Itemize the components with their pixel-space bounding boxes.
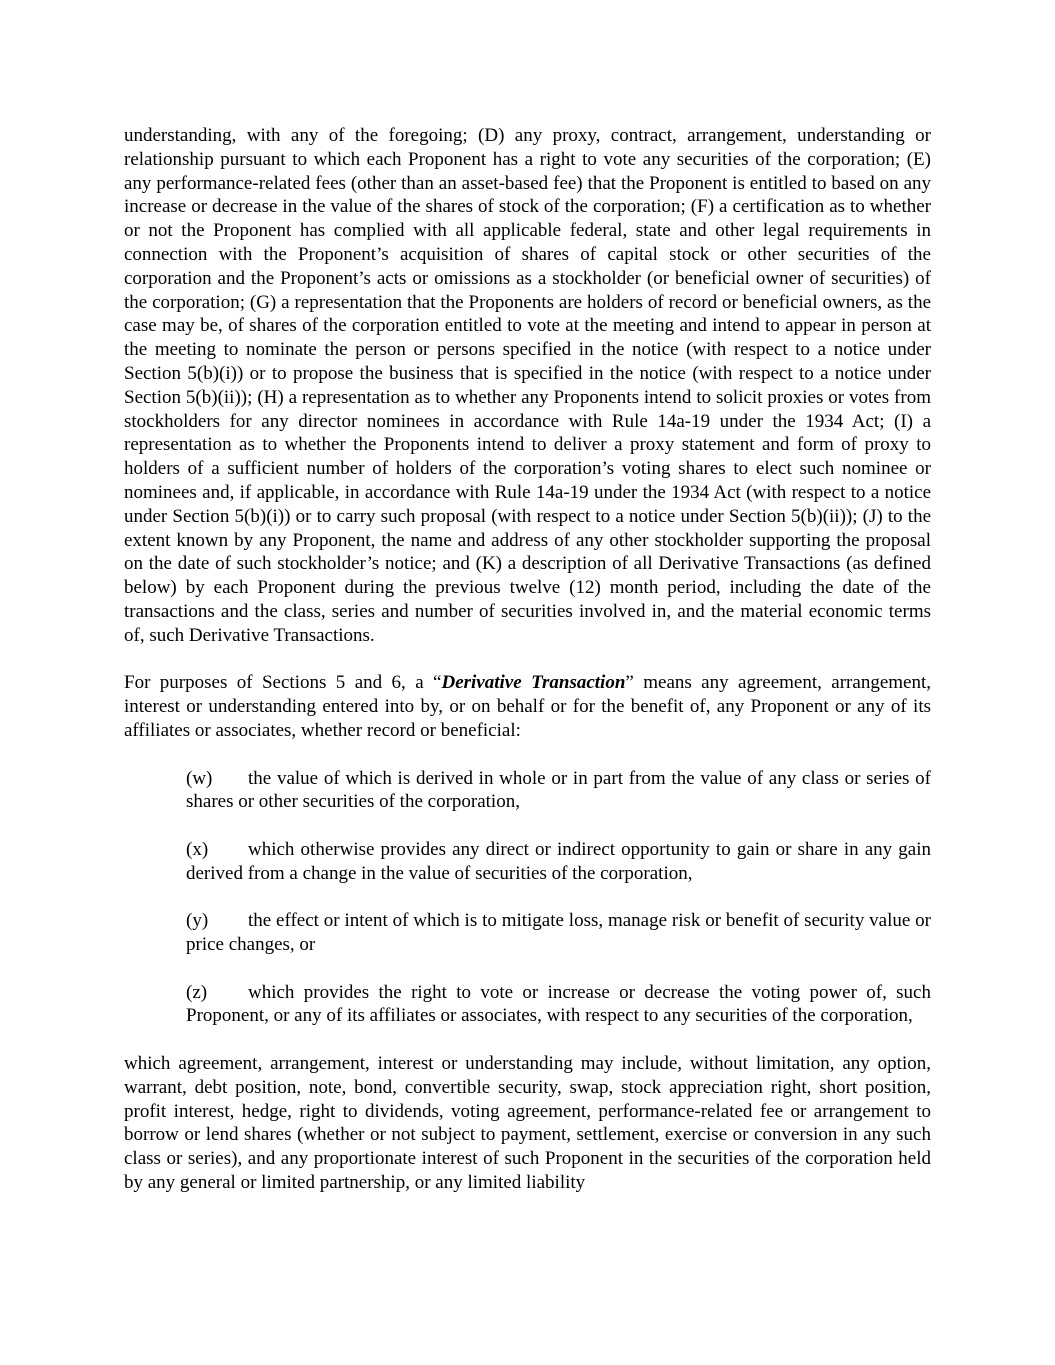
list-item-text: the value of which is derived in whole or in part from the value of any class or series of shares or other securities of the corporation, [186, 767, 931, 813]
list-item-text: which otherwise provides any direct or indirect opportunity to gain or share in any gain derived from a change in the value of securities of the corporation, [186, 838, 931, 884]
list-item-text: the effect or intent of which is to mitigate loss, manage risk or benefit of security value or price changes, or [186, 910, 931, 956]
paragraph-derivative-transaction-definition [124, 671, 931, 742]
list-item-text: which provides the right to vote or increase or decrease the voting power of, such Proponent, or any of its affiliates or associates, with respect to any securities of the corporation, [186, 981, 931, 1027]
list-item-w [186, 767, 931, 815]
definition-body-text: ” means any agreement, arrangement, interest or understanding entered into by, or on behalf or for the benefit of, any Proponent or any of its affiliates or associates, whether record or beneficial: [124, 672, 931, 741]
definition-lead-text: For purposes of Sections 5 and 6, a “ [124, 672, 442, 694]
defined-term: Derivative Transaction [441, 672, 626, 694]
list-item-marker: (x) [186, 838, 209, 860]
list-item-x [186, 838, 931, 886]
list-item-marker: (z) [186, 981, 208, 1003]
document-page [124, 124, 931, 1195]
paragraph-agreement-examples: which agreement, arrangement, interest or understanding may include, without limitation, any option, warrant, debt position, note, bond, convertible security, swap, stock appreciation right, short position, profit interest, hedge, right to dividends, voting agreement, performance-related fee or arrangement to borrow or lend shares (whether or not subject to payment, settlement, exercise or conversion in any such class or series), and any proportionate interest of such Proponent in the securities of the corporation held by any general or limited partnership, or any limited liability [124, 1053, 931, 1194]
paragraph-proponent-disclosures: understanding, with any of the foregoing; (D) any proxy, contract, arrangement, understanding or relationship pursuant to which each Proponent has a right to vote any securities of the corporation; (E) any performance-related fees (other than an asset-based fee) that the Proponent is entitled to based on any increase or decrease in the value of the shares of stock of the corporation; (F) a certification as to whether or not the Proponent has complied with all applicable federal, state and other legal requirements in connection with the Proponent’s acquisition of shares of capital stock or other securities of the corporation and the Proponent’s acts or omissions as a stockholder (or beneficial owner of securities) of the corporation; (G) a representation that the Proponents are holders of record or beneficial owners, as the case may be, of shares of the corporation entitled to vote at the meeting and intend to appear in person at the meeting to nominate the person or persons specified in the notice (with respect to a notice under Section 5(b)(i)) or to propose the business that is specified in the notice (with respect to a notice under Section 5(b)(ii)); (H) a representation as to whether any Proponents intend to solicit proxies or votes from stockholders for any director nominees in accordance with Rule 14a-19 under the 1934 Act; (I) a representation as to whether the Proponents intend to deliver a proxy statement and form of proxy to holders of a sufficient number of holders of the corporation’s voting shares to elect such nominee or nominees and, if applicable, in accordance with Rule 14a-19 under the 1934 Act (with respect to a notice under Section 5(b)(i)) or to carry such proposal (with respect to a notice under Section 5(b)(ii)); (J) to the extent known by any Proponent, the name and address of any other stockholder supporting the proposal on the date of such stockholder’s notice; and (K) a description of all Derivative Transactions (as defined below) by each Proponent during the previous twelve (12) month period, including the date of the transactions and the class, series and number of securities involved in, and the material economic terms of, such Derivative Transactions. [124, 125, 931, 646]
list-item-marker: (y) [186, 910, 209, 932]
list-item-marker: (w) [186, 767, 213, 789]
list-item-y [186, 909, 931, 957]
list-item-z [186, 981, 931, 1029]
